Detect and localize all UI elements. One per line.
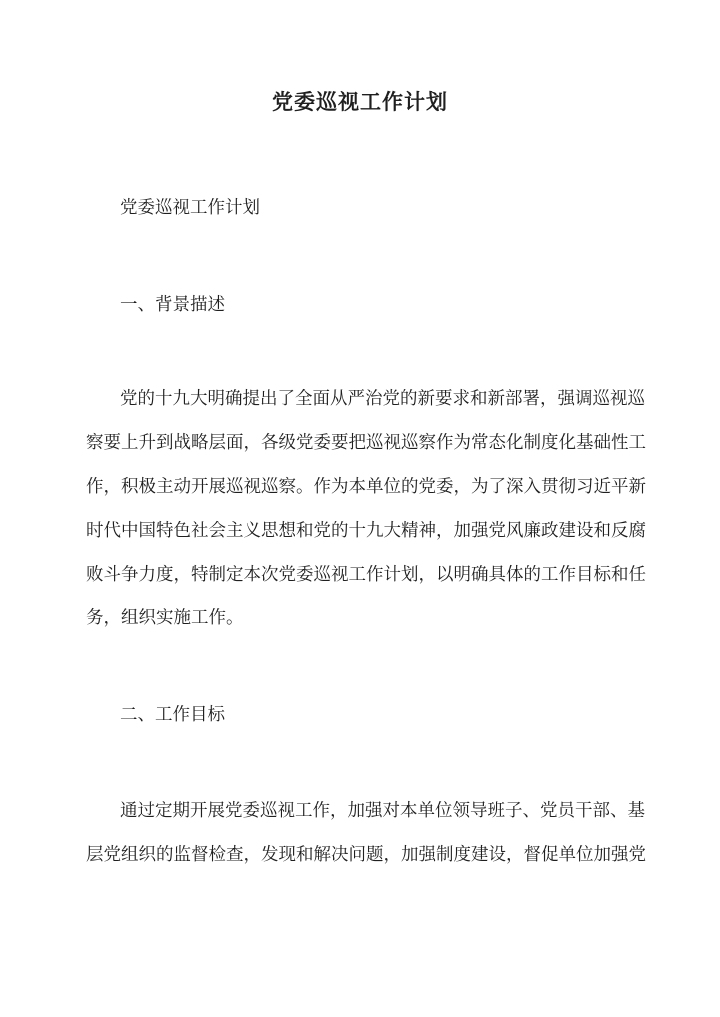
paragraph-line: 察要上升到战略层面，各级党委要把巡视巡察作为常态化制度化基础性工 [86, 433, 646, 453]
paragraph-line: 败斗争力度，特制定本次党委巡视工作计划，以明确具体的工作目标和任 [86, 565, 646, 585]
paragraph-line: 作，积极主动开展巡视巡察。作为本单位的党委，为了深入贯彻习近平新 [86, 477, 646, 497]
section-heading-background: 一、背景描述 [120, 295, 225, 315]
document-subtitle: 党委巡视工作计划 [120, 198, 260, 218]
document-title: 党委巡视工作计划 [272, 89, 448, 114]
paragraph-line: 通过定期开展党委巡视工作，加强对本单位领导班子、党员干部、基 [120, 801, 645, 821]
paragraph-line: 层党组织的监督检查，发现和解决问题，加强制度建设，督促单位加强党 [86, 845, 646, 865]
paragraph-line: 时代中国特色社会主义思想和党的十九大精神，加强党风廉政建设和反腐 [86, 521, 646, 541]
section-heading-goals: 二、工作目标 [120, 705, 225, 725]
paragraph-line: 务，组织实施工作。 [86, 608, 244, 628]
paragraph-line: 党的十九大明确提出了全面从严治党的新要求和新部署，强调巡视巡 [120, 389, 645, 409]
